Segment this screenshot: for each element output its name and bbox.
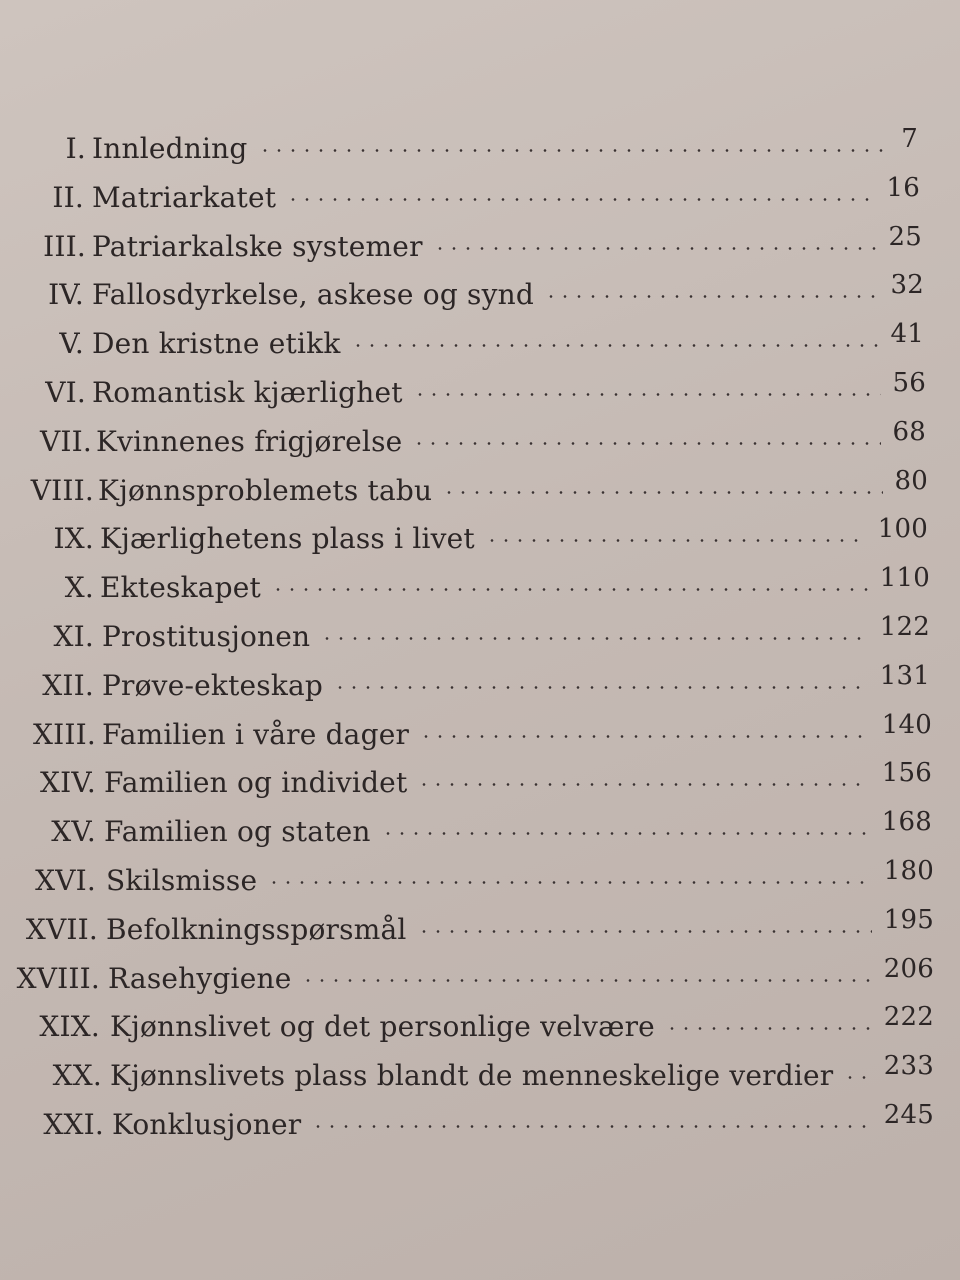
- chapter-title: Kjærlighetens plass i livet: [100, 522, 475, 556]
- page-number: 110: [879, 563, 930, 594]
- page-number: 222: [883, 1002, 934, 1033]
- toc-entry: [0, 704, 960, 753]
- toc-entry: [0, 996, 960, 1045]
- chapter-title: Fallosdyrkelse, askese og synd: [92, 278, 534, 312]
- toc-entry: [0, 752, 960, 801]
- page-number: 180: [883, 855, 934, 886]
- chapter-title: Familien og individet: [104, 766, 408, 800]
- chapter-numeral: V.: [59, 327, 84, 361]
- dot-leader: [267, 881, 872, 884]
- dot-leader: [320, 637, 868, 640]
- chapter-title: Prostitusjonen: [102, 619, 311, 653]
- toc-entry: [0, 118, 960, 167]
- page-number: 25: [888, 221, 922, 252]
- dot-leader: [665, 1027, 872, 1030]
- page-number: 122: [879, 611, 930, 642]
- chapter-numeral: X.: [64, 571, 94, 605]
- chapter-numeral: II.: [52, 180, 84, 214]
- table-of-contents: [0, 118, 960, 1143]
- dot-leader: [333, 686, 868, 689]
- dot-leader: [485, 539, 866, 542]
- toc-entry: [0, 216, 960, 265]
- chapter-numeral: XVIII.: [16, 961, 100, 995]
- chapter-title: Familien i våre dager: [102, 717, 410, 751]
- page-number: 16: [886, 172, 920, 203]
- toc-entry: [0, 1094, 960, 1143]
- toc-entry: [0, 606, 960, 655]
- chapter-title: Konklusjoner: [112, 1107, 302, 1141]
- page-number: 32: [890, 270, 924, 301]
- chapter-numeral: XV.: [51, 815, 96, 849]
- toc-entry: [0, 313, 960, 362]
- page-number: 140: [881, 709, 932, 740]
- dot-leader: [412, 442, 881, 445]
- chapter-title: Ekteskapet: [100, 571, 262, 605]
- chapter-numeral: VIII.: [30, 473, 94, 507]
- chapter-numeral: XVI.: [35, 863, 96, 897]
- page-number: 131: [879, 660, 930, 691]
- dot-leader: [301, 979, 872, 982]
- dot-leader: [413, 393, 881, 396]
- toc-entry: [0, 411, 960, 460]
- dot-leader: [258, 149, 889, 152]
- page-number: 80: [894, 465, 928, 496]
- toc-entry: [0, 899, 960, 948]
- chapter-numeral: VI.: [45, 375, 86, 409]
- page-number: 168: [881, 807, 932, 838]
- chapter-title: Den kristne etikk: [92, 327, 341, 361]
- chapter-title: Kvinnenes frigjørelse: [96, 424, 403, 458]
- toc-entry: [0, 850, 960, 899]
- toc-entry: [0, 264, 960, 313]
- chapter-numeral: IV.: [48, 278, 84, 312]
- dot-leader: [417, 783, 870, 786]
- chapter-title: Matriarkatet: [92, 180, 277, 214]
- chapter-numeral: XI.: [53, 619, 94, 653]
- dot-leader: [381, 832, 870, 835]
- page-number: 41: [890, 319, 924, 350]
- chapter-numeral: XIII.: [32, 717, 96, 751]
- page-number: 233: [883, 1051, 934, 1082]
- dot-leader: [286, 198, 875, 201]
- chapter-numeral: III.: [43, 229, 86, 263]
- page-number: 245: [883, 1099, 934, 1130]
- chapter-numeral: XX.: [52, 1059, 102, 1093]
- toc-entry: [0, 557, 960, 606]
- chapter-title: Skilsmisse: [106, 863, 258, 897]
- chapter-numeral: IX.: [53, 522, 94, 556]
- toc-entry: [0, 460, 960, 509]
- chapter-title: Prøve-ekteskap: [102, 668, 324, 702]
- toc-entry: [0, 1045, 960, 1094]
- chapter-title: Patriarkalske systemer: [92, 229, 423, 263]
- page-number: 7: [901, 124, 918, 154]
- toc-entry: [0, 362, 960, 411]
- dot-leader: [311, 1125, 872, 1128]
- page-number: 156: [881, 758, 932, 789]
- chapter-title: Befolkningsspørsmål: [106, 912, 407, 946]
- chapter-numeral: I.: [65, 132, 86, 165]
- chapter-title: Familien og staten: [104, 815, 371, 849]
- chapter-title: Kjønnslivets plass blandt de menneskelige verdier: [110, 1059, 834, 1093]
- chapter-numeral: XIV.: [39, 766, 96, 800]
- chapter-title: Kjønnslivet og det personlige velvære: [110, 1010, 655, 1044]
- page-number: 206: [883, 953, 934, 984]
- chapter-title: Rasehygiene: [108, 961, 292, 995]
- chapter-numeral: XXI.: [43, 1107, 104, 1141]
- page-number: 68: [892, 416, 926, 447]
- chapter-title: Kjønnsproblemets tabu: [98, 473, 433, 507]
- dot-leader: [442, 491, 883, 494]
- chapter-title: Romantisk kjærlighet: [92, 375, 403, 409]
- chapter-numeral: VII.: [39, 424, 92, 458]
- dot-leader: [271, 588, 868, 591]
- chapter-title: Innledning: [92, 132, 248, 165]
- toc-entry: [0, 508, 960, 557]
- dot-leader: [351, 344, 879, 347]
- chapter-numeral: XVII.: [25, 912, 98, 946]
- toc-entry: [0, 167, 960, 216]
- page-number: 100: [877, 514, 928, 545]
- dot-leader: [544, 295, 879, 298]
- toc-entry: [0, 655, 960, 704]
- dot-leader: [419, 735, 870, 738]
- page-number: 56: [892, 367, 926, 398]
- chapter-numeral: XII.: [42, 668, 94, 702]
- dot-leader: [843, 1076, 872, 1079]
- chapter-numeral: XIX.: [39, 1010, 100, 1044]
- toc-entry: [0, 801, 960, 850]
- dot-leader: [433, 247, 877, 250]
- toc-entry: [0, 948, 960, 997]
- page-number: 195: [883, 904, 934, 935]
- dot-leader: [417, 930, 872, 933]
